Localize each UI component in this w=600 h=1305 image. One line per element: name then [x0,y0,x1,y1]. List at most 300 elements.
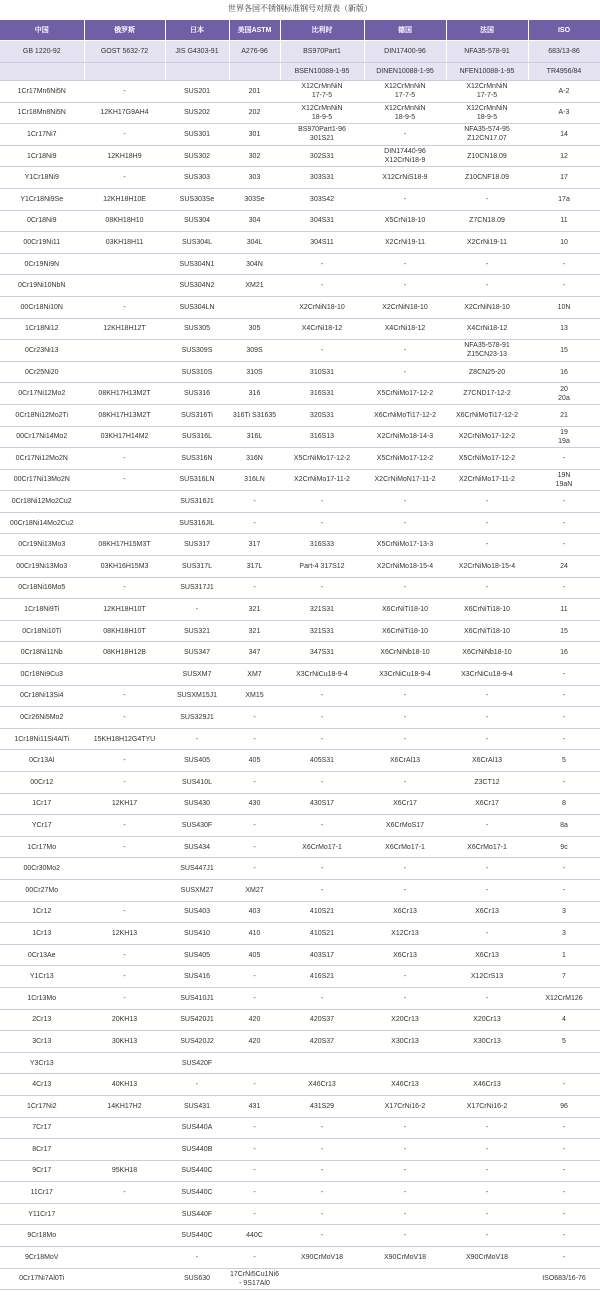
iso-grade-cell: - [528,1203,600,1225]
germany-grade-cell: X6CrNiTi18-10 [364,620,446,642]
iso-grade-cell: - [528,664,600,686]
japan-grade-cell: SUS420J1 [165,1009,229,1031]
table-row [0,728,600,750]
france-grade-cell: - [446,728,528,750]
japan-grade-cell: SUSXM7 [165,664,229,686]
japan-grade-cell: SUS310S [165,361,229,383]
table-row [0,1009,600,1031]
iso-grade-cell: - [528,577,600,599]
japan-grade-cell: SUS630 [165,1268,229,1290]
japan-grade-cell: - [165,599,229,621]
china-grade-cell: 0Cr18Ni9Cu3 [0,664,84,686]
belgium-grade-cell: 420S37 [280,1031,364,1053]
usa-grade-cell: 405 [229,944,280,966]
table-row [0,448,600,470]
belgium-grade-cell: - [280,685,364,707]
france-grade-cell: X17CrNi16-2 [446,1095,528,1117]
france-grade-cell: X6Cr13 [446,901,528,923]
germany-grade-cell: X6CrNiTi18-10 [364,599,446,621]
table-row [0,1268,600,1290]
germany-grade-cell: X46Cr13 [364,1074,446,1096]
usa-grade-cell: 202 [229,102,280,124]
france-grade-cell: - [446,512,528,534]
table-row [0,275,600,297]
usa-grade-cell: - [229,728,280,750]
france-grade-cell: - [446,858,528,880]
belgium-grade-cell: X2CrNiMo17-11-2 [280,469,364,491]
standards-row [0,63,600,81]
china-grade-cell: 1Cr18Ni9 [0,145,84,167]
belgium-grade-cell: 420S37 [280,1009,364,1031]
iso-grade-cell: - [528,491,600,513]
russia-grade-cell: 12KH17G9AH4 [84,102,165,124]
russia-grade-cell: - [84,836,165,858]
table-row [0,81,600,103]
table-row [0,1203,600,1225]
japan-grade-cell: SUS301 [165,124,229,146]
usa-grade-cell: - [229,1117,280,1139]
belgium-grade-cell: - [280,491,364,513]
belgium-grade-cell: - [280,1139,364,1161]
russia-grade-cell: 08KH17H13M2T [84,383,165,405]
russia-grade-cell: - [84,124,165,146]
iso-grade-cell: 20 20a [528,383,600,405]
usa-grade-cell: 317 [229,534,280,556]
china-grade-cell: 00Cr17Ni14Mo2 [0,426,84,448]
usa-grade-cell: - [229,1182,280,1204]
germany-grade-cell: X2CrNiMoN17-11-2 [364,469,446,491]
japan-grade-cell: SUS430 [165,793,229,815]
france-grade-cell: - [446,188,528,210]
germany-grade-cell: X6CrNiMoTi17-12-2 [364,404,446,426]
usa-grade-cell: 316N [229,448,280,470]
japan-grade-cell: - [165,1074,229,1096]
germany-grade-cell: X12CrMnNiN 17-7-5 [364,81,446,103]
col-header-japan: 日本 [165,20,229,41]
belgium-grade-cell: X3CrNiCu18-9-4 [280,664,364,686]
belgium-grade-cell: X5CrNiMo17-12-2 [280,448,364,470]
germany-grade-cell: - [364,340,446,362]
iso-grade-cell: 16 [528,361,600,383]
japan-grade-cell: SUS347 [165,642,229,664]
france-grade-cell: X5CrNiMo17-12-2 [446,448,528,470]
standard-cell: BSEN10088-1-95 [280,63,364,81]
usa-grade-cell: 430 [229,793,280,815]
russia-grade-cell: - [84,1182,165,1204]
iso-grade-cell: A-3 [528,102,600,124]
table-row [0,664,600,686]
iso-grade-cell: - [528,1074,600,1096]
japan-grade-cell: SUS316L [165,426,229,448]
belgium-grade-cell: - [280,340,364,362]
belgium-grade-cell: 431S29 [280,1095,364,1117]
russia-grade-cell [84,491,165,513]
japan-grade-cell: SUS405 [165,944,229,966]
japan-grade-cell: SUS304N2 [165,275,229,297]
iso-grade-cell: - [528,728,600,750]
france-grade-cell: Z7CN18.09 [446,210,528,232]
iso-grade-cell: - [528,772,600,794]
russia-grade-cell: - [84,987,165,1009]
germany-grade-cell: X12CrMnNiN 18-9-5 [364,102,446,124]
japan-grade-cell: SUS430F [165,815,229,837]
standard-cell: GOST 5632-72 [84,41,165,63]
japan-grade-cell: SUS440F [165,1203,229,1225]
france-grade-cell: - [446,685,528,707]
china-grade-cell: 0Cr17Ni12Mo2 [0,383,84,405]
iso-grade-cell: - [528,275,600,297]
germany-grade-cell: X2CrNiMo18-15-4 [364,556,446,578]
china-grade-cell: Y3Cr13 [0,1052,84,1074]
usa-grade-cell: 431 [229,1095,280,1117]
belgium-grade-cell: BS970Part1-96 301S21 [280,124,364,146]
standard-cell: BS970Part1 [280,41,364,63]
japan-grade-cell: SUS410 [165,923,229,945]
table-row [0,577,600,599]
china-grade-cell: 1Cr17Mo [0,836,84,858]
usa-grade-cell: 316L [229,426,280,448]
china-grade-cell: 4Cr13 [0,1074,84,1096]
usa-grade-cell: - [229,1139,280,1161]
germany-grade-cell: - [364,577,446,599]
russia-grade-cell [84,340,165,362]
russia-grade-cell: - [84,772,165,794]
china-grade-cell: 0Cr18Ni12Mo2Ti [0,404,84,426]
table-row [0,383,600,405]
france-grade-cell: NFA35-578-91 Z15CN23-13 [446,340,528,362]
belgium-grade-cell: - [280,1160,364,1182]
table-row [0,1160,600,1182]
russia-grade-cell: 08KH18H12B [84,642,165,664]
belgium-grade-cell: 316S33 [280,534,364,556]
table-row [0,1182,600,1204]
table-row [0,556,600,578]
france-grade-cell: X6CrNiTi18-10 [446,599,528,621]
germany-grade-cell: - [364,987,446,1009]
france-grade-cell: - [446,534,528,556]
belgium-grade-cell: - [280,1117,364,1139]
france-grade-cell: - [446,491,528,513]
france-grade-cell: X2CrNiMo17-12-2 [446,426,528,448]
russia-grade-cell: 03KH18H11 [84,232,165,254]
usa-grade-cell: 303 [229,167,280,189]
iso-grade-cell: 7 [528,966,600,988]
header-row [0,20,600,41]
usa-grade-cell: - [229,966,280,988]
belgium-grade-cell: 303S31 [280,167,364,189]
china-grade-cell: 1Cr18Mn8Ni5N [0,102,84,124]
usa-grade-cell: 321 [229,620,280,642]
russia-grade-cell: - [84,707,165,729]
france-grade-cell: X6CrMo17-1 [446,836,528,858]
china-grade-cell: 00Cr18Ni10N [0,296,84,318]
china-grade-cell: 0Cr18Ni9 [0,210,84,232]
japan-grade-cell: SUS434 [165,836,229,858]
standard-cell: DIN17400-96 [364,41,446,63]
japan-grade-cell: SUS201 [165,81,229,103]
japan-grade-cell: SUS304LN [165,296,229,318]
china-grade-cell: 0Cr23Ni13 [0,340,84,362]
col-header-china: 中国 [0,20,84,41]
russia-grade-cell: - [84,448,165,470]
france-grade-cell: Z8CN25-20 [446,361,528,383]
belgium-grade-cell: - [280,987,364,1009]
usa-grade-cell: XM21 [229,275,280,297]
usa-grade-cell: 201 [229,81,280,103]
germany-grade-cell: X20Cr13 [364,1009,446,1031]
france-grade-cell: Z7CND17-12-2 [446,383,528,405]
china-grade-cell: Y1Cr18Ni9 [0,167,84,189]
france-grade-cell: X2CrNiMo18-15-4 [446,556,528,578]
table-row [0,210,600,232]
russia-grade-cell: 08KH18H10 [84,210,165,232]
usa-grade-cell: 410 [229,923,280,945]
germany-grade-cell: X2CrNiN18-10 [364,296,446,318]
china-grade-cell: 8Cr17 [0,1139,84,1161]
russia-grade-cell: 12KH18H12T [84,318,165,340]
usa-grade-cell: 302 [229,145,280,167]
japan-grade-cell: SUS302 [165,145,229,167]
japan-grade-cell: SUS440C [165,1182,229,1204]
iso-grade-cell: 19N 19aN [528,469,600,491]
china-grade-cell: 1Cr18Ni9Ti [0,599,84,621]
table-row [0,815,600,837]
russia-grade-cell: - [84,81,165,103]
china-grade-cell: 3Cr13 [0,1031,84,1053]
usa-grade-cell: 420 [229,1009,280,1031]
table-row [0,426,600,448]
usa-grade-cell: - [229,512,280,534]
china-grade-cell: 00Cr17Ni13Mo2N [0,469,84,491]
germany-grade-cell: X12Cr13 [364,923,446,945]
iso-grade-cell: - [528,707,600,729]
japan-grade-cell: SUS416 [165,966,229,988]
table-row [0,361,600,383]
iso-grade-cell: ISO683/16-76 [528,1268,600,1290]
russia-grade-cell: - [84,167,165,189]
france-grade-cell: X6Cr13 [446,944,528,966]
japan-grade-cell: SUS316JIL [165,512,229,534]
iso-grade-cell: 16 [528,642,600,664]
japan-grade-cell: SUS202 [165,102,229,124]
japan-grade-cell: SUS431 [165,1095,229,1117]
standard-cell: GB 1220-92 [0,41,84,63]
france-grade-cell: - [446,987,528,1009]
france-grade-cell: X2CrNiMo17-11-2 [446,469,528,491]
russia-grade-cell: 12KH18H9 [84,145,165,167]
usa-grade-cell: 317L [229,556,280,578]
japan-grade-cell: SUSXM27 [165,879,229,901]
germany-grade-cell: - [364,1117,446,1139]
usa-grade-cell: - [229,1160,280,1182]
france-grade-cell: - [446,1139,528,1161]
china-grade-cell: 0Cr19Ni10NbN [0,275,84,297]
russia-grade-cell [84,1247,165,1269]
usa-grade-cell: 347 [229,642,280,664]
belgium-grade-cell: - [280,815,364,837]
germany-grade-cell: X6Cr17 [364,793,446,815]
usa-grade-cell: 316Ti S31635 [229,404,280,426]
iso-grade-cell: 24 [528,556,600,578]
france-grade-cell: - [446,1160,528,1182]
belgium-grade-cell: - [280,728,364,750]
table-row [0,469,600,491]
germany-grade-cell: X17CrNi16-2 [364,1095,446,1117]
table-row [0,1139,600,1161]
col-header-usa-astm: 美国ASTM [229,20,280,41]
table-row [0,512,600,534]
russia-grade-cell: 14KH17H2 [84,1095,165,1117]
france-grade-cell: X6CrNiNb18-10 [446,642,528,664]
china-grade-cell: 0Cr25Ni20 [0,361,84,383]
france-grade-cell [446,1268,528,1290]
usa-grade-cell: - [229,1203,280,1225]
col-header-france: 法国 [446,20,528,41]
germany-grade-cell: X6Cr13 [364,901,446,923]
belgium-grade-cell: X46Cr13 [280,1074,364,1096]
standard-cell: NFA35-578-91 [446,41,528,63]
table-row [0,167,600,189]
standards-row [0,41,600,63]
table-row [0,879,600,901]
belgium-grade-cell: - [280,512,364,534]
germany-grade-cell: - [364,1203,446,1225]
col-header-iso: ISO [528,20,600,41]
russia-grade-cell: - [84,815,165,837]
usa-grade-cell: - [229,577,280,599]
usa-grade-cell: 301 [229,124,280,146]
belgium-grade-cell: X12CrMnNiN 17-7-5 [280,81,364,103]
belgium-grade-cell: 303S42 [280,188,364,210]
table-row [0,987,600,1009]
russia-grade-cell: - [84,944,165,966]
france-grade-cell: X2CrNiN18-10 [446,296,528,318]
page-title: 世界各国不锈钢标准钢号对照表（新版） [228,4,372,13]
table-row [0,772,600,794]
iso-grade-cell: - [528,1117,600,1139]
germany-grade-cell: - [364,275,446,297]
usa-grade-cell: 440C [229,1225,280,1247]
russia-grade-cell [84,858,165,880]
germany-grade-cell [364,1268,446,1290]
germany-grade-cell: - [364,879,446,901]
france-grade-cell: X12CrMnNiN 17-7-5 [446,81,528,103]
germany-grade-cell: - [364,685,446,707]
table-row [0,491,600,513]
russia-grade-cell: 03KH17H14M2 [84,426,165,448]
standard-cell: NFEN10088-1-95 [446,63,528,81]
germany-grade-cell: - [364,124,446,146]
germany-grade-cell: X6CrNiNb18-10 [364,642,446,664]
standard-cell [84,63,165,81]
germany-grade-cell: X30Cr13 [364,1031,446,1053]
china-grade-cell: 00Cr27Mo [0,879,84,901]
germany-grade-cell: - [364,253,446,275]
china-grade-cell: 1Cr13 [0,923,84,945]
iso-grade-cell: 17a [528,188,600,210]
iso-grade-cell: 13 [528,318,600,340]
japan-grade-cell: SUS420F [165,1052,229,1074]
iso-grade-cell: - [528,534,600,556]
russia-grade-cell: 12KH17 [84,793,165,815]
france-grade-cell: Z10CN18.09 [446,145,528,167]
china-grade-cell: Y1Cr18Ni9Se [0,188,84,210]
usa-grade-cell [229,1052,280,1074]
usa-grade-cell: - [229,707,280,729]
standard-cell: DINEN10088-1-95 [364,63,446,81]
china-grade-cell: 0Cr18Ni12Mo2Cu2 [0,491,84,513]
table-row [0,836,600,858]
russia-grade-cell: 30KH13 [84,1031,165,1053]
france-grade-cell: Z3CT12 [446,772,528,794]
col-header-germany: 德国 [364,20,446,41]
table-row [0,685,600,707]
china-grade-cell: 11Cr17 [0,1182,84,1204]
table-row [0,318,600,340]
france-grade-cell: - [446,879,528,901]
france-grade-cell: X4CrNi18-12 [446,318,528,340]
russia-grade-cell: - [84,966,165,988]
china-grade-cell: 0Cr13Al [0,750,84,772]
belgium-grade-cell: 310S31 [280,361,364,383]
japan-grade-cell: - [165,1247,229,1269]
china-grade-cell: YCr17 [0,815,84,837]
japan-grade-cell: SUS440A [165,1117,229,1139]
france-grade-cell: NFA35-574-95 Z12CN17.07 [446,124,528,146]
china-grade-cell: 0Cr26Ni5Mo2 [0,707,84,729]
iso-grade-cell: 10 [528,232,600,254]
japan-grade-cell: SUS305 [165,318,229,340]
france-grade-cell: - [446,275,528,297]
usa-grade-cell: XM7 [229,664,280,686]
iso-grade-cell: 5 [528,1031,600,1053]
france-grade-cell: X12CrMnNiN 18-9-5 [446,102,528,124]
table-row [0,1031,600,1053]
china-grade-cell: 9Cr17 [0,1160,84,1182]
france-grade-cell: Z10CNF18.09 [446,167,528,189]
table-row [0,340,600,362]
iso-grade-cell: A-2 [528,81,600,103]
germany-grade-cell: X2CrNiMo18-14-3 [364,426,446,448]
iso-grade-cell: - [528,448,600,470]
japan-grade-cell: SUS303 [165,167,229,189]
france-grade-cell: X46Cr13 [446,1074,528,1096]
belgium-grade-cell: 403S17 [280,944,364,966]
belgium-grade-cell: - [280,577,364,599]
belgium-grade-cell: - [280,253,364,275]
japan-grade-cell: SUS309S [165,340,229,362]
france-grade-cell: X6CrAl13 [446,750,528,772]
table-row [0,620,600,642]
belgium-grade-cell: X90CrMoV18 [280,1247,364,1269]
russia-grade-cell: 15KH18H12G4TYU [84,728,165,750]
iso-grade-cell: - [528,512,600,534]
usa-grade-cell: 304L [229,232,280,254]
usa-grade-cell: - [229,1247,280,1269]
belgium-grade-cell: 304S11 [280,232,364,254]
usa-grade-cell: XM27 [229,879,280,901]
russia-grade-cell [84,512,165,534]
belgium-grade-cell [280,1268,364,1290]
table-row [0,188,600,210]
germany-grade-cell: - [364,1225,446,1247]
china-grade-cell: 0Cr18Ni11Nb [0,642,84,664]
belgium-grade-cell: 302S31 [280,145,364,167]
table-row [0,534,600,556]
table-row [0,124,600,146]
iso-grade-cell: 14 [528,124,600,146]
china-grade-cell: 2Cr13 [0,1009,84,1031]
